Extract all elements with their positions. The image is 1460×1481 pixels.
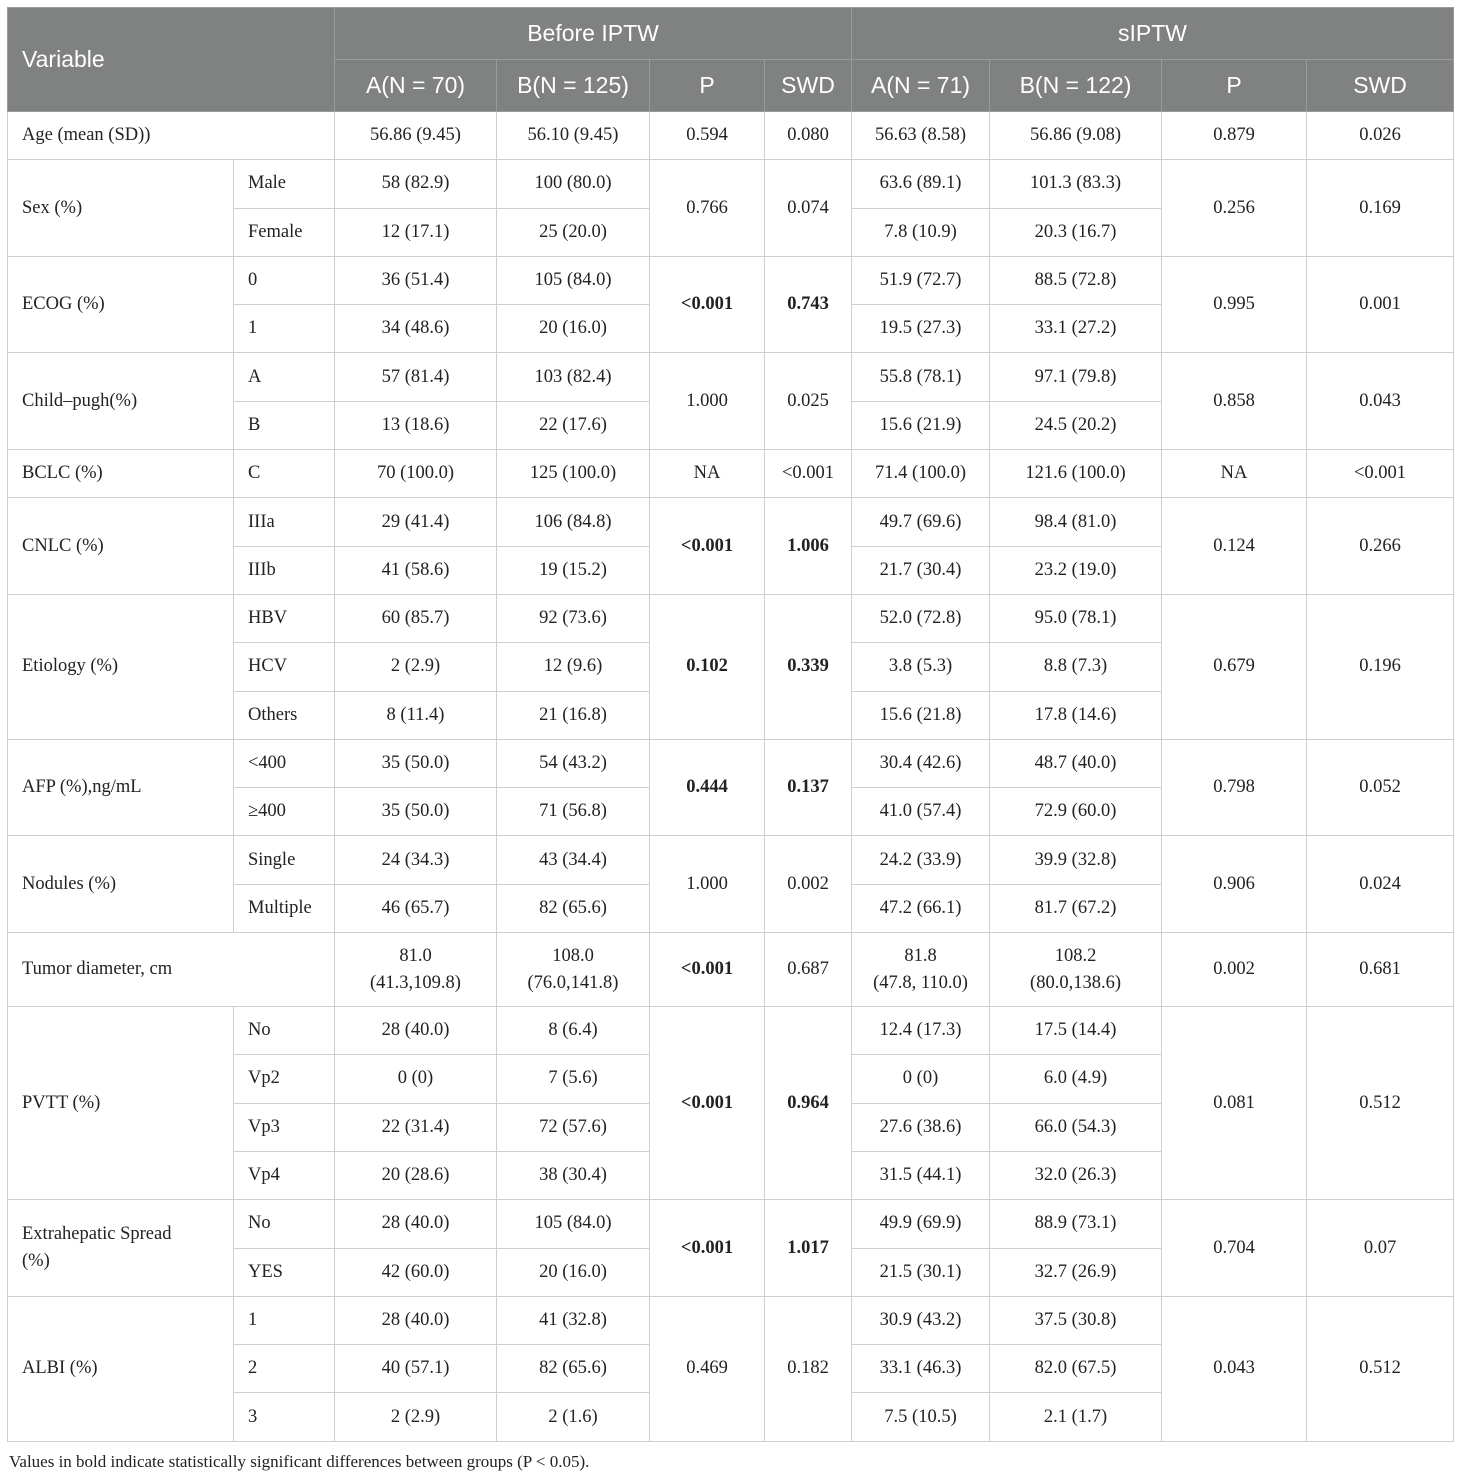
cell-swd-after: 0.266: [1307, 498, 1454, 595]
cell-b-before: 72 (57.6): [497, 1103, 650, 1151]
row-label: Age (mean (SD)): [8, 112, 335, 160]
row-label: Sex (%): [8, 160, 234, 257]
cell-p-before: 1.000: [650, 836, 765, 933]
cell-p-before: <0.001: [650, 1007, 765, 1200]
cell-a-before: 42 (60.0): [335, 1248, 497, 1296]
cell-p-after: 0.256: [1162, 160, 1307, 257]
header-a-before: A(N = 70): [335, 60, 497, 112]
cell-b-before: 38 (30.4): [497, 1151, 650, 1199]
row-sublabel: ≥400: [234, 788, 335, 836]
cell-a-before: 20 (28.6): [335, 1151, 497, 1199]
row-sublabel: 1: [234, 305, 335, 353]
table-row-pvtt: [8, 1007, 1454, 1055]
cell-p-after: 0.798: [1162, 739, 1307, 836]
cell-b-before: 22 (17.6): [497, 401, 650, 449]
table-row-age: [8, 112, 1454, 160]
cell-b-before: 21 (16.8): [497, 691, 650, 739]
row-sublabel: Single: [234, 836, 335, 884]
cell-swd-before: 0.074: [765, 160, 852, 257]
cell-p-after: 0.704: [1162, 1200, 1307, 1297]
cell-b-after: [990, 933, 1162, 1007]
cell-b-before: 12 (9.6): [497, 643, 650, 691]
cell-b-after: 8.8 (7.3): [990, 643, 1162, 691]
cell-a-before: 0 (0): [335, 1055, 497, 1103]
cell-swd-after: 0.024: [1307, 836, 1454, 933]
value-line: (76.0,141.8): [527, 972, 619, 993]
cell-a-before: 56.86 (9.45): [335, 112, 497, 160]
cell-b-before: 125 (100.0): [497, 450, 650, 498]
cell-b-before: 82 (65.6): [497, 884, 650, 932]
row-label: CNLC (%): [8, 498, 234, 595]
cell-swd-before: 1.006: [765, 498, 852, 595]
row-label: AFP (%),ng/mL: [8, 739, 234, 836]
cell-a-before: 41 (58.6): [335, 546, 497, 594]
cell-a-after: 3.8 (5.3): [852, 643, 990, 691]
cell-swd-after: 0.026: [1307, 112, 1454, 160]
cell-b-after: 20.3 (16.7): [990, 208, 1162, 256]
cell-b-after: 32.7 (26.9): [990, 1248, 1162, 1296]
cell-b-before: 7 (5.6): [497, 1055, 650, 1103]
header-before-iptw: Before IPTW: [335, 8, 852, 60]
cell-a-after: 30.4 (42.6): [852, 739, 990, 787]
cell-p-before: NA: [650, 450, 765, 498]
row-sublabel: Female: [234, 208, 335, 256]
cell-b-before: [497, 933, 650, 1007]
cell-a-before: 40 (57.1): [335, 1345, 497, 1393]
row-sublabel: No: [234, 1200, 335, 1248]
header-b-before: B(N = 125): [497, 60, 650, 112]
baseline-characteristics-table: [7, 7, 1454, 1442]
cell-p-after: 0.879: [1162, 112, 1307, 160]
cell-swd-before: 0.002: [765, 836, 852, 933]
cell-a-before: 58 (82.9): [335, 160, 497, 208]
value-line: (47.8, 110.0): [873, 972, 968, 993]
cell-swd-after: 0.512: [1307, 1007, 1454, 1200]
cell-b-before: 8 (6.4): [497, 1007, 650, 1055]
cell-a-before: 12 (17.1): [335, 208, 497, 256]
cell-swd-before: <0.001: [765, 450, 852, 498]
table-footnote: Values in bold indicate statistically significant differences between groups (P < 0.05).: [9, 1452, 590, 1471]
cell-b-after: 98.4 (81.0): [990, 498, 1162, 546]
cell-b-after: 48.7 (40.0): [990, 739, 1162, 787]
cell-a-before: 2 (2.9): [335, 1393, 497, 1441]
cell-a-after: 41.0 (57.4): [852, 788, 990, 836]
cell-p-before: <0.001: [650, 256, 765, 353]
cell-p-before: 1.000: [650, 353, 765, 450]
cell-a-before: 70 (100.0): [335, 450, 497, 498]
cell-swd-before: 0.137: [765, 739, 852, 836]
cell-a-before: 35 (50.0): [335, 788, 497, 836]
row-sublabel: 2: [234, 1345, 335, 1393]
cell-b-after: 121.6 (100.0): [990, 450, 1162, 498]
cell-a-before: 2 (2.9): [335, 643, 497, 691]
cell-a-after: 7.8 (10.9): [852, 208, 990, 256]
cell-b-after: 23.2 (19.0): [990, 546, 1162, 594]
cell-a-after: 0 (0): [852, 1055, 990, 1103]
cell-a-after: 12.4 (17.3): [852, 1007, 990, 1055]
cell-swd-before: 0.687: [765, 933, 852, 1007]
cell-p-before: <0.001: [650, 1200, 765, 1297]
cell-p-after: 0.124: [1162, 498, 1307, 595]
row-sublabel: Vp3: [234, 1103, 335, 1151]
cell-b-after: 82.0 (67.5): [990, 1345, 1162, 1393]
value-line: 108.2: [1054, 945, 1097, 966]
cell-swd-before: 0.964: [765, 1007, 852, 1200]
cell-a-after: 47.2 (66.1): [852, 884, 990, 932]
label-line: Extrahepatic Spread: [22, 1224, 172, 1245]
cell-p-before: 0.766: [650, 160, 765, 257]
cell-b-before: 2 (1.6): [497, 1393, 650, 1441]
cell-a-before: 28 (40.0): [335, 1007, 497, 1055]
cell-a-after: 49.7 (69.6): [852, 498, 990, 546]
table-row-sex: [8, 160, 1454, 208]
cell-b-after: 81.7 (67.2): [990, 884, 1162, 932]
cell-p-after: 0.906: [1162, 836, 1307, 933]
table-row-albi: [8, 1296, 1454, 1344]
cell-a-after: 15.6 (21.8): [852, 691, 990, 739]
cell-swd-after: <0.001: [1307, 450, 1454, 498]
row-sublabel: <400: [234, 739, 335, 787]
cell-a-after: [852, 933, 990, 1007]
cell-a-before: [335, 933, 497, 1007]
cell-b-after: 72.9 (60.0): [990, 788, 1162, 836]
row-sublabel: 1: [234, 1296, 335, 1344]
row-label: Child–pugh(%): [8, 353, 234, 450]
cell-a-before: 8 (11.4): [335, 691, 497, 739]
cell-a-after: 52.0 (72.8): [852, 594, 990, 642]
value-line: (41.3,109.8): [370, 972, 461, 993]
table-row-cnlc: [8, 498, 1454, 546]
cell-p-before: <0.001: [650, 498, 765, 595]
cell-a-after: 21.7 (30.4): [852, 546, 990, 594]
row-sublabel: IIIb: [234, 546, 335, 594]
cell-b-before: 54 (43.2): [497, 739, 650, 787]
cell-a-before: 57 (81.4): [335, 353, 497, 401]
cell-a-after: 55.8 (78.1): [852, 353, 990, 401]
cell-a-before: 35 (50.0): [335, 739, 497, 787]
cell-a-after: 49.9 (69.9): [852, 1200, 990, 1248]
cell-b-after: 39.9 (32.8): [990, 836, 1162, 884]
cell-b-before: 106 (84.8): [497, 498, 650, 546]
cell-a-before: 24 (34.3): [335, 836, 497, 884]
value-line: 81.8: [904, 945, 937, 966]
cell-swd-before: 1.017: [765, 1200, 852, 1297]
cell-a-before: 60 (85.7): [335, 594, 497, 642]
row-label: Tumor diameter, cm: [8, 933, 335, 1007]
table-row-etiology: [8, 594, 1454, 642]
row-label: BCLC (%): [8, 450, 234, 498]
cell-b-before: 20 (16.0): [497, 305, 650, 353]
cell-b-after: 97.1 (79.8): [990, 353, 1162, 401]
cell-b-before: 19 (15.2): [497, 546, 650, 594]
row-sublabel: Others: [234, 691, 335, 739]
cell-b-after: 101.3 (83.3): [990, 160, 1162, 208]
cell-swd-after: 0.07: [1307, 1200, 1454, 1297]
cell-b-after: 24.5 (20.2): [990, 401, 1162, 449]
cell-b-before: 41 (32.8): [497, 1296, 650, 1344]
cell-swd-before: 0.339: [765, 594, 852, 739]
cell-p-after: 0.858: [1162, 353, 1307, 450]
cell-b-after: 56.86 (9.08): [990, 112, 1162, 160]
cell-a-after: 19.5 (27.3): [852, 305, 990, 353]
cell-a-before: 22 (31.4): [335, 1103, 497, 1151]
cell-b-before: 25 (20.0): [497, 208, 650, 256]
header-swd-after: SWD: [1307, 60, 1454, 112]
cell-a-before: 36 (51.4): [335, 256, 497, 304]
cell-b-after: 88.5 (72.8): [990, 256, 1162, 304]
cell-swd-before: 0.025: [765, 353, 852, 450]
cell-a-before: 34 (48.6): [335, 305, 497, 353]
cell-p-after: 0.002: [1162, 933, 1307, 1007]
table-row-extrahepatic-spread: [8, 1200, 1454, 1248]
table-row-ecog: [8, 256, 1454, 304]
cell-b-before: 71 (56.8): [497, 788, 650, 836]
cell-swd-after: 0.196: [1307, 594, 1454, 739]
cell-b-before: 105 (84.0): [497, 256, 650, 304]
cell-a-after: 33.1 (46.3): [852, 1345, 990, 1393]
cell-b-before: 105 (84.0): [497, 1200, 650, 1248]
cell-a-before: 29 (41.4): [335, 498, 497, 546]
cell-p-after: 0.043: [1162, 1296, 1307, 1441]
cell-p-after: 0.995: [1162, 256, 1307, 353]
row-sublabel: No: [234, 1007, 335, 1055]
cell-swd-before: 0.743: [765, 256, 852, 353]
row-label: [8, 1200, 234, 1297]
cell-a-after: 31.5 (44.1): [852, 1151, 990, 1199]
row-sublabel: Vp2: [234, 1055, 335, 1103]
cell-b-after: 88.9 (73.1): [990, 1200, 1162, 1248]
cell-a-before: 13 (18.6): [335, 401, 497, 449]
row-sublabel: HCV: [234, 643, 335, 691]
cell-b-before: 82 (65.6): [497, 1345, 650, 1393]
label-line: (%): [22, 1251, 50, 1272]
header-siptw: sIPTW: [852, 8, 1454, 60]
value-line: (80.0,138.6): [1030, 972, 1121, 993]
cell-b-before: 100 (80.0): [497, 160, 650, 208]
row-sublabel: YES: [234, 1248, 335, 1296]
row-sublabel: 3: [234, 1393, 335, 1441]
row-label: ECOG (%): [8, 256, 234, 353]
cell-a-after: 71.4 (100.0): [852, 450, 990, 498]
cell-a-after: 30.9 (43.2): [852, 1296, 990, 1344]
cell-a-after: 51.9 (72.7): [852, 256, 990, 304]
cell-p-after: 0.679: [1162, 594, 1307, 739]
row-label: PVTT (%): [8, 1007, 234, 1200]
cell-b-after: 33.1 (27.2): [990, 305, 1162, 353]
cell-a-after: 15.6 (21.9): [852, 401, 990, 449]
table-row-nodules: [8, 836, 1454, 884]
row-sublabel: IIIa: [234, 498, 335, 546]
row-sublabel: Male: [234, 160, 335, 208]
row-sublabel: Vp4: [234, 1151, 335, 1199]
cell-b-before: 43 (34.4): [497, 836, 650, 884]
header-b-after: B(N = 122): [990, 60, 1162, 112]
cell-p-before: 0.444: [650, 739, 765, 836]
cell-a-before: 28 (40.0): [335, 1296, 497, 1344]
header-swd-before: SWD: [765, 60, 852, 112]
value-line: 108.0: [552, 945, 594, 966]
table-row-child-pugh: [8, 353, 1454, 401]
cell-p-before: 0.469: [650, 1296, 765, 1441]
row-sublabel: B: [234, 401, 335, 449]
cell-b-before: 56.10 (9.45): [497, 112, 650, 160]
cell-a-after: 27.6 (38.6): [852, 1103, 990, 1151]
cell-a-after: 24.2 (33.9): [852, 836, 990, 884]
cell-a-after: 21.5 (30.1): [852, 1248, 990, 1296]
cell-a-after: 63.6 (89.1): [852, 160, 990, 208]
cell-swd-before: 0.182: [765, 1296, 852, 1441]
row-label: Etiology (%): [8, 594, 234, 739]
header-p-after: P: [1162, 60, 1307, 112]
cell-swd-after: 0.512: [1307, 1296, 1454, 1441]
table-row-bclc: [8, 450, 1454, 498]
cell-b-after: 17.5 (14.4): [990, 1007, 1162, 1055]
value-line: 81.0: [399, 945, 432, 966]
cell-swd-before: 0.080: [765, 112, 852, 160]
cell-b-before: 92 (73.6): [497, 594, 650, 642]
cell-swd-after: 0.169: [1307, 160, 1454, 257]
cell-a-before: 28 (40.0): [335, 1200, 497, 1248]
row-label: ALBI (%): [8, 1296, 234, 1441]
cell-a-after: 7.5 (10.5): [852, 1393, 990, 1441]
cell-b-before: 103 (82.4): [497, 353, 650, 401]
row-sublabel: C: [234, 450, 335, 498]
cell-b-after: 95.0 (78.1): [990, 594, 1162, 642]
cell-p-before: 0.594: [650, 112, 765, 160]
cell-p-after: NA: [1162, 450, 1307, 498]
header-a-after: A(N = 71): [852, 60, 990, 112]
table-row-tumor-diameter: [8, 933, 1454, 1007]
cell-swd-after: 0.052: [1307, 739, 1454, 836]
cell-b-after: 6.0 (4.9): [990, 1055, 1162, 1103]
cell-swd-after: 0.681: [1307, 933, 1454, 1007]
cell-p-after: 0.081: [1162, 1007, 1307, 1200]
cell-p-before: 0.102: [650, 594, 765, 739]
header-variable: Variable: [8, 8, 335, 112]
cell-b-after: 2.1 (1.7): [990, 1393, 1162, 1441]
cell-b-after: 32.0 (26.3): [990, 1151, 1162, 1199]
row-label: Nodules (%): [8, 836, 234, 933]
row-sublabel: HBV: [234, 594, 335, 642]
cell-a-after: 56.63 (8.58): [852, 112, 990, 160]
header-p-before: P: [650, 60, 765, 112]
cell-swd-after: 0.001: [1307, 256, 1454, 353]
table-row-afp: [8, 739, 1454, 787]
cell-a-before: 46 (65.7): [335, 884, 497, 932]
row-sublabel: A: [234, 353, 335, 401]
cell-swd-after: 0.043: [1307, 353, 1454, 450]
cell-b-after: 37.5 (30.8): [990, 1296, 1162, 1344]
cell-p-before: <0.001: [650, 933, 765, 1007]
cell-b-after: 66.0 (54.3): [990, 1103, 1162, 1151]
cell-b-after: 17.8 (14.6): [990, 691, 1162, 739]
row-sublabel: 0: [234, 256, 335, 304]
cell-b-before: 20 (16.0): [497, 1248, 650, 1296]
row-sublabel: Multiple: [234, 884, 335, 932]
